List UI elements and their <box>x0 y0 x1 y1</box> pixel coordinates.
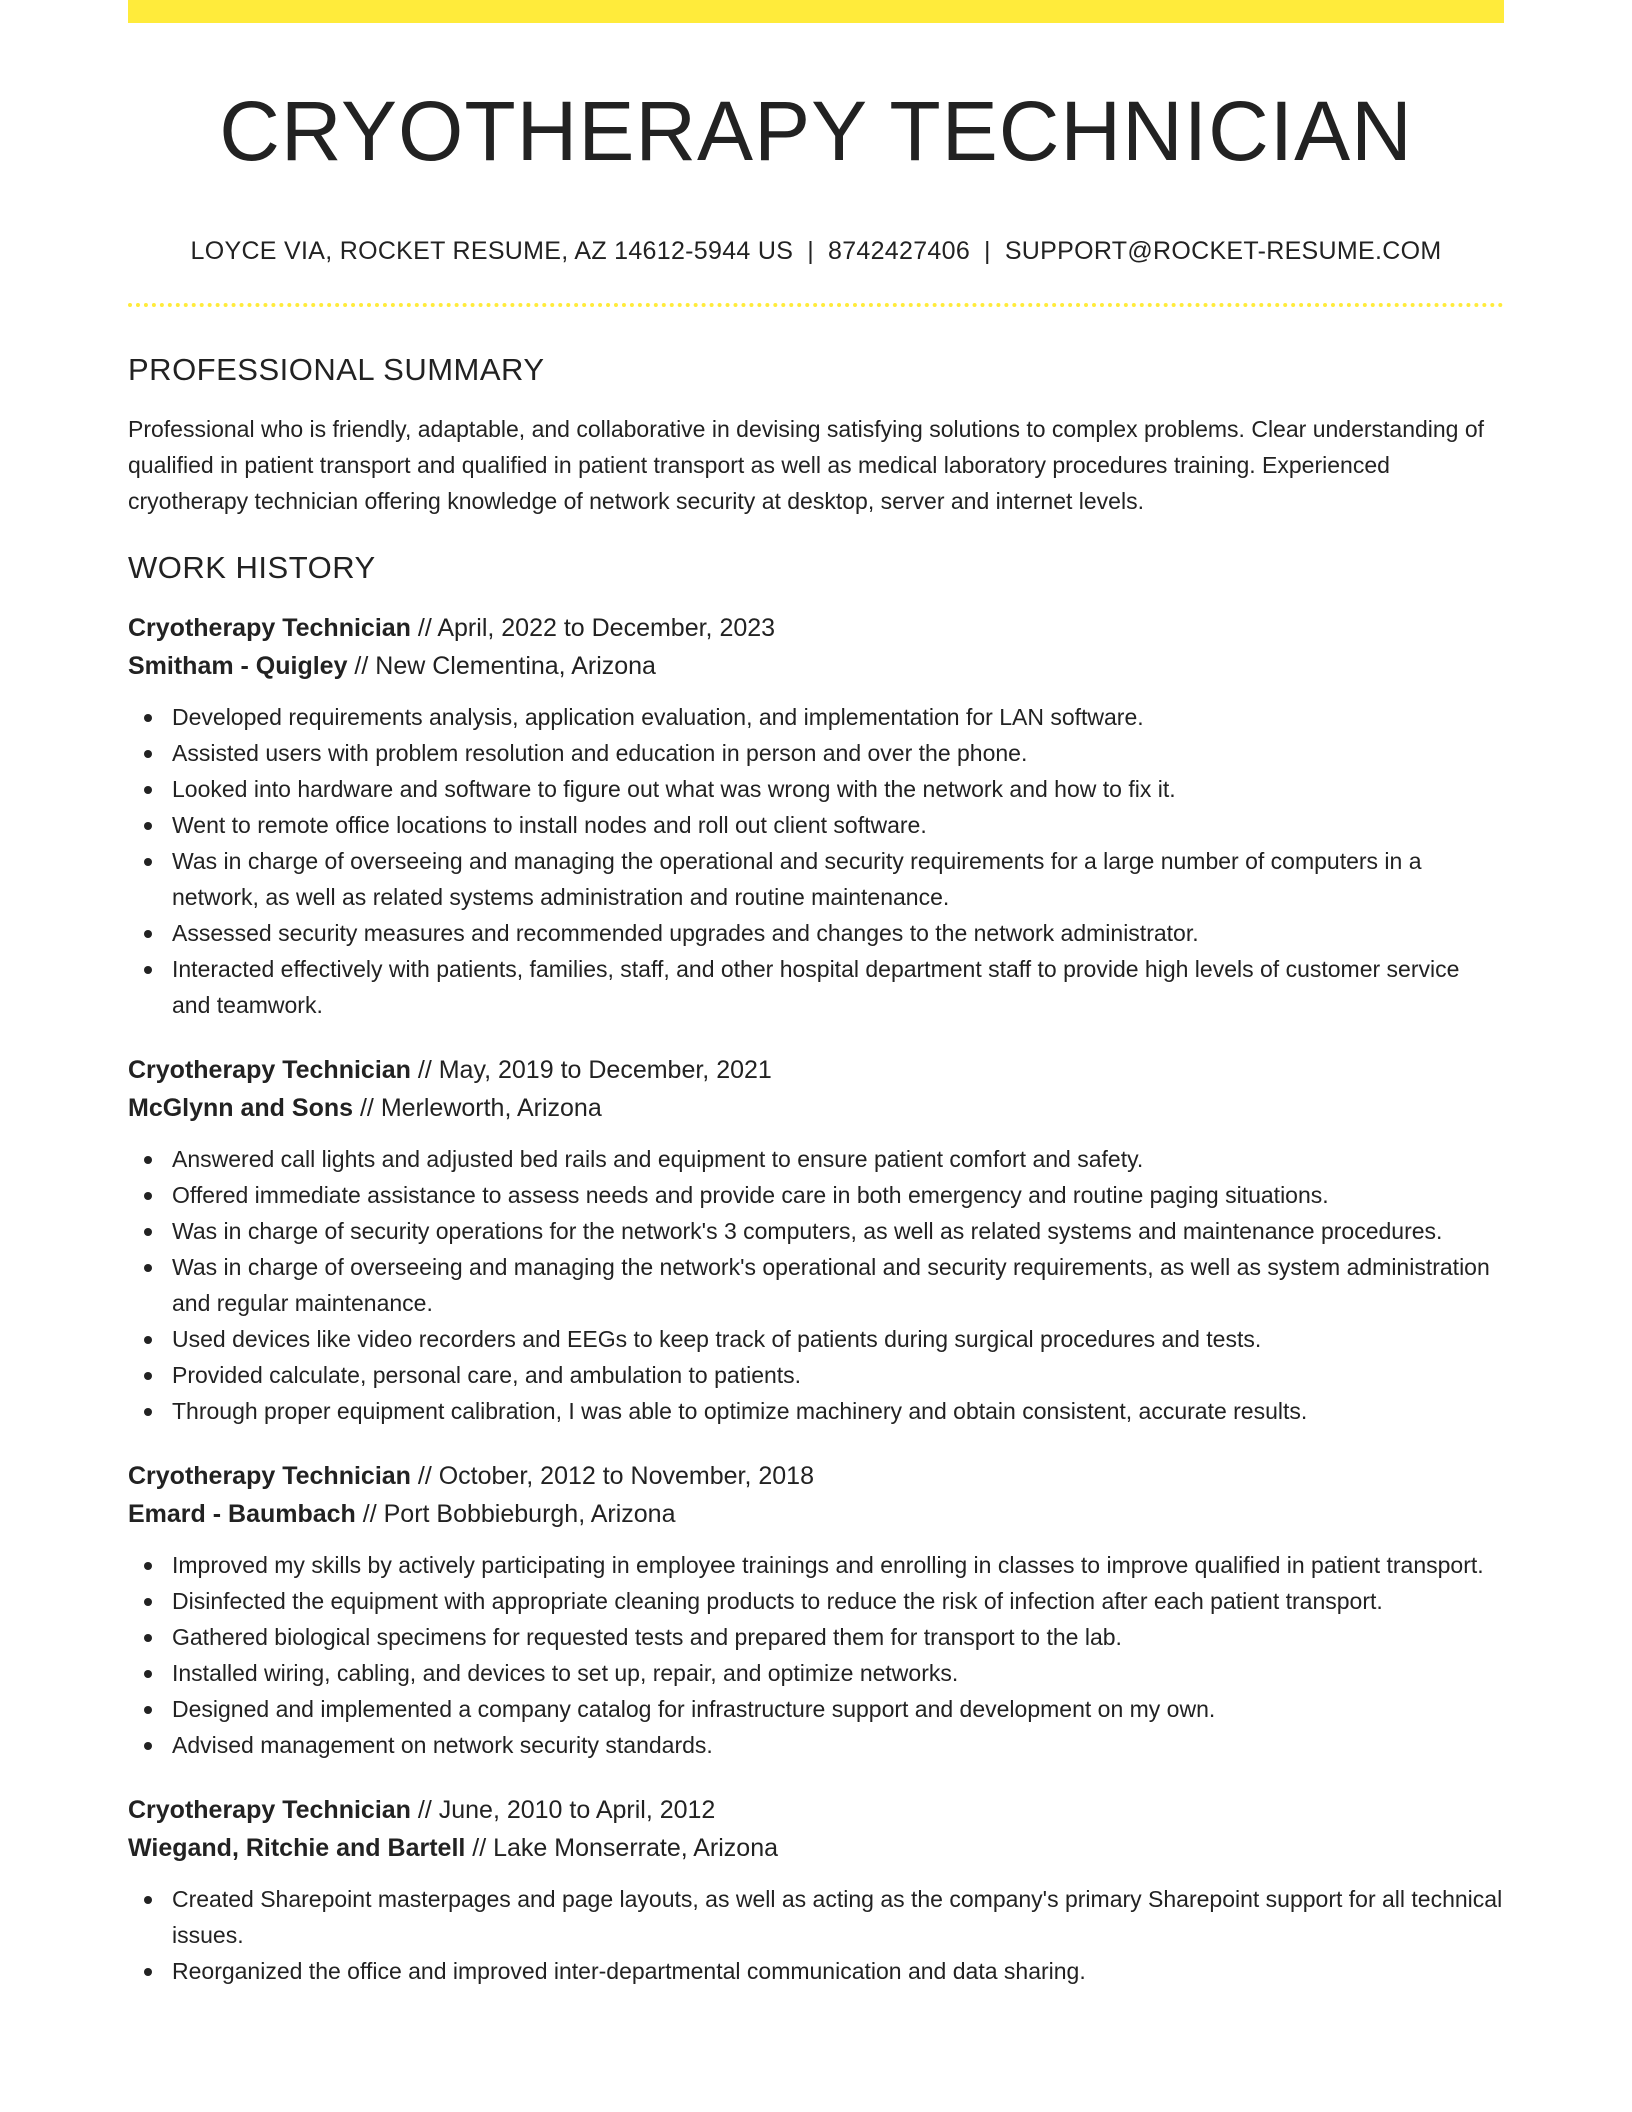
job-bullet-item: Designed and implemented a company catalog for infrastructure support and development on my own. <box>172 1691 1504 1727</box>
job-bullet-item: Was in charge of security operations for the network's 3 computers, as well as related systems and maintenance procedures. <box>172 1213 1504 1249</box>
contact-separator: | <box>984 237 991 265</box>
job-dates: // June, 2010 to April, 2012 <box>410 1796 716 1824</box>
job-bullet-item: Assessed security measures and recommended upgrades and changes to the network administrator. <box>172 915 1504 951</box>
job-company: Smitham - Quigley <box>128 652 348 680</box>
work-history-list <box>128 609 1504 1989</box>
summary-text: Professional who is friendly, adaptable, and collaborative in devising satisfying solutions to complex problems. Clear understanding of qualified in patient transport and qualified in patient transport as well as medical laboratory procedures training. Experienced cryotherapy technician offering knowledge of network security at desktop, server and internet levels. <box>128 416 1485 514</box>
dotted-divider <box>128 303 1504 307</box>
job-entry <box>128 1457 1504 1763</box>
contact-phone: 8742427406 <box>827 237 971 265</box>
job-role-line <box>128 1457 1504 1495</box>
job-bullet-list <box>128 1547 1504 1763</box>
contact-separator: | <box>807 237 814 265</box>
job-bullet-item: Reorganized the office and improved inter-departmental communication and data sharing. <box>172 1953 1504 1989</box>
resume-name-title: CRYOTHERAPY TECHNICIAN <box>219 84 1413 178</box>
job-role-line <box>128 609 1504 647</box>
job-role-line <box>128 1791 1504 1829</box>
job-bullet-item: Created Sharepoint masterpages and page layouts, as well as acting as the company's primary Sharepoint support for all technical issues. <box>172 1881 1504 1953</box>
job-company: McGlynn and Sons <box>128 1094 354 1122</box>
job-bullet-item: Installed wiring, cabling, and devices to set up, repair, and optimize networks. <box>172 1655 1504 1691</box>
contact-address: LOYCE VIA, ROCKET RESUME, AZ 14612-5944 US <box>190 237 794 265</box>
job-bullet-list <box>128 1141 1504 1429</box>
job-location: // Merleworth, Arizona <box>353 1094 602 1122</box>
job-bullet-item: Gathered biological specimens for requested tests and prepared them for transport to the lab. <box>172 1619 1504 1655</box>
job-location: // Lake Monserrate, Arizona <box>465 1834 779 1862</box>
job-role: Cryotherapy Technician <box>128 1462 411 1490</box>
job-location: // Port Bobbieburgh, Arizona <box>355 1500 676 1528</box>
work-history-section-title: WORK HISTORY <box>128 550 376 585</box>
summary-section-title: PROFESSIONAL SUMMARY <box>128 352 545 387</box>
job-company-line <box>128 1495 1504 1533</box>
job-bullet-item: Went to remote office locations to install nodes and roll out client software. <box>172 807 1504 843</box>
job-bullet-item: Disinfected the equipment with appropriate cleaning products to reduce the risk of infection after each patient transport. <box>172 1583 1504 1619</box>
job-role: Cryotherapy Technician <box>128 1796 411 1824</box>
job-bullet-item: Answered call lights and adjusted bed rails and equipment to ensure patient comfort and safety. <box>172 1141 1504 1177</box>
job-bullet-item: Improved my skills by actively participating in employee trainings and enrolling in classes to improve qualified in patient transport. <box>172 1547 1504 1583</box>
job-role-line <box>128 1051 1504 1089</box>
job-company: Emard - Baumbach <box>128 1500 356 1528</box>
accent-top-bar <box>128 0 1504 23</box>
job-bullet-item: Was in charge of overseeing and managing the network's operational and security requirements, as well as system administration and regular maintenance. <box>172 1249 1504 1321</box>
contact-line <box>128 235 1504 267</box>
job-bullet-item: Looked into hardware and software to figure out what was wrong with the network and how to fix it. <box>172 771 1504 807</box>
job-dates: // October, 2012 to November, 2018 <box>410 1462 814 1490</box>
job-bullet-item: Interacted effectively with patients, families, staff, and other hospital department staff to provide high levels of customer service and teamwork. <box>172 951 1504 1023</box>
job-entry <box>128 609 1504 1023</box>
job-bullet-list <box>128 699 1504 1023</box>
job-bullet-item: Developed requirements analysis, application evaluation, and implementation for LAN software. <box>172 699 1504 735</box>
job-entry <box>128 1051 1504 1429</box>
job-bullet-item: Provided calculate, personal care, and ambulation to patients. <box>172 1357 1504 1393</box>
job-company-line <box>128 1829 1504 1867</box>
job-bullet-item: Used devices like video recorders and EEGs to keep track of patients during surgical procedures and tests. <box>172 1321 1504 1357</box>
job-role: Cryotherapy Technician <box>128 1056 411 1084</box>
job-company: Wiegand, Ritchie and Bartell <box>128 1834 466 1862</box>
job-company-line <box>128 647 1504 685</box>
job-role: Cryotherapy Technician <box>128 614 411 642</box>
job-entry <box>128 1791 1504 1989</box>
job-location: // New Clementina, Arizona <box>347 652 656 680</box>
job-bullet-item: Assisted users with problem resolution and education in person and over the phone. <box>172 735 1504 771</box>
job-bullet-item: Advised management on network security standards. <box>172 1727 1504 1763</box>
job-dates: // April, 2022 to December, 2023 <box>410 614 776 642</box>
contact-email: SUPPORT@ROCKET-RESUME.COM <box>1004 237 1442 265</box>
job-bullet-item: Was in charge of overseeing and managing the operational and security requirements for a large number of computers in a network, as well as related systems administration and routine maintenance. <box>172 843 1504 915</box>
job-bullet-item: Offered immediate assistance to assess needs and provide care in both emergency and routine paging situations. <box>172 1177 1504 1213</box>
job-company-line <box>128 1089 1504 1127</box>
job-bullet-list <box>128 1881 1504 1989</box>
resume-page <box>128 0 1504 1989</box>
job-bullet-item: Through proper equipment calibration, I was able to optimize machinery and obtain consistent, accurate results. <box>172 1393 1504 1429</box>
job-dates: // May, 2019 to December, 2021 <box>410 1056 772 1084</box>
